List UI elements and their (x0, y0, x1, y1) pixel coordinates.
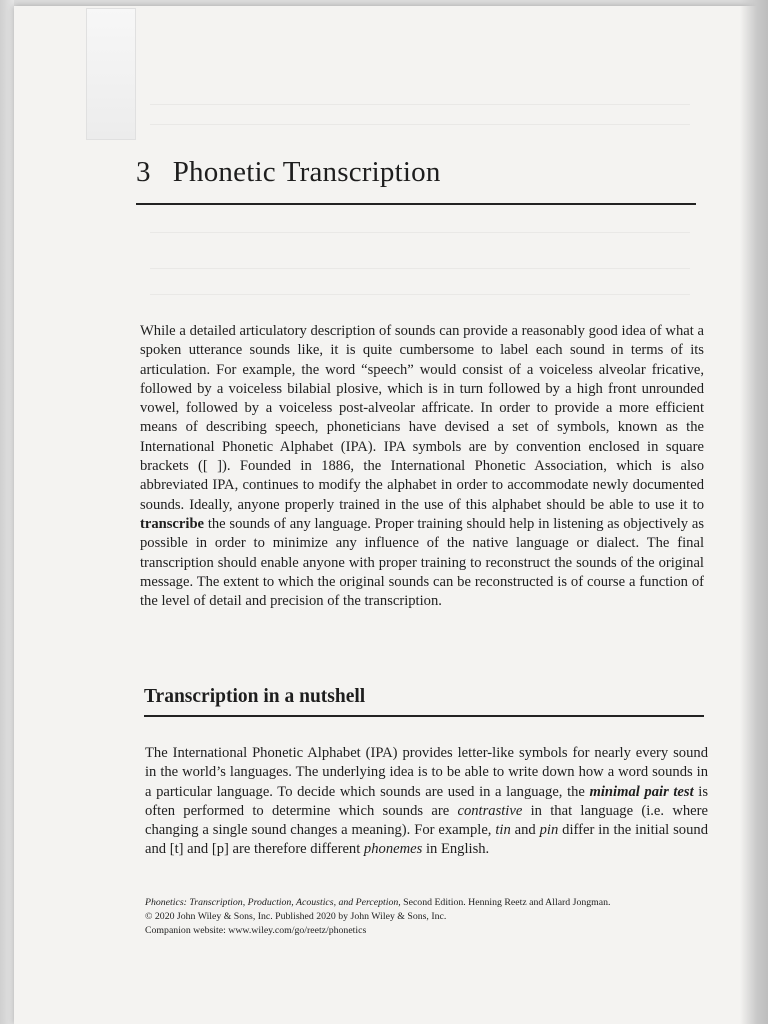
section-text: differ in the initial sound and [t] and [p] are therefore different (145, 822, 708, 858)
intro-term-transcribe: transcribe (140, 515, 205, 532)
chapter-title: Phonetic Transcription (172, 156, 441, 188)
section-text: in that language (i.e. where changing a single sound changes a meaning). For example, (145, 802, 708, 839)
chapter-rule (136, 203, 696, 205)
section-paragraph (145, 744, 708, 860)
bleed-through-line (150, 294, 690, 295)
intro-paragraph (140, 322, 704, 611)
edition-authors: , Second Edition. Henning Reetz and Allard Jongman. (398, 897, 611, 908)
footnote-line-3: Companion website: www.wiley.com/go/reetz/phonetics (145, 925, 367, 936)
section-rule (144, 715, 704, 717)
section-text: is often performed to determine which sounds are (145, 783, 709, 819)
section-text: in English. (422, 841, 490, 858)
scan-left-edge (0, 0, 14, 1024)
section-heading: Transcription in a nutshell (144, 686, 366, 707)
footnote-line-1 (145, 896, 715, 910)
footnote-line-2: © 2020 John Wiley & Sons, Inc. Published 2020 by John Wiley & Sons, Inc. (145, 911, 447, 922)
example-word-tin: tin (495, 822, 511, 839)
book-title: Phonetics: Transcription, Production, Acoustics, and Perception (145, 897, 399, 908)
term-contrastive: contrastive (457, 802, 523, 819)
bleed-through-line (150, 268, 690, 269)
page-gutter-shadow (740, 0, 768, 1024)
chapter-heading (136, 156, 696, 189)
bleed-through-line (150, 104, 690, 105)
scan-artifact (86, 8, 136, 140)
intro-text: the sounds of any language. Proper training should help in listening as objectively as possible in order to minimize any influence of the native language or dialect. The final transcription should enable anyone with proper training to reconstruct the sounds of the original message. The extent to which the original sounds can be reconstructed is of course a function of the level of detail and precision of the transcription. (140, 515, 704, 610)
section-text: The International Phonetic Alphabet (IPA) provides letter-like symbols for nearly every sound in the world’s languages. The underlying idea is to be able to write down how a word sounds in a particular language. To decide which sounds are used in a language, the (145, 745, 708, 800)
example-word-pin: pin (539, 822, 559, 839)
intro-text: While a detailed articulatory description of sounds can provide a reasonably good idea of what a spoken utterance sounds like, it is quite cumbersome to label each sound in terms of its articulation. For example, the word “speech” would consist of a voiceless alveolar fricative, followed by a voiceless bilabial plosive, which is in turn followed by a high front unrounded vowel, followed by a voiceless post-alveolar affricate. In order to provide a more efficient means of describing speech, phoneticians have devised a set of symbols, known as the International Phonetic Alphabet (IPA). IPA symbols are by convention enclosed in square brackets ([ ]). Founded in 1886, the International Phonetic Association, which is also abbreviated IPA, continues to modify the alphabet in order to accommodate newly documented sounds. Ideally, anyone properly trained in the use of this alphabet should be able to use it to (140, 323, 704, 513)
chapter-number: 3 (136, 156, 151, 188)
bleed-through-line (150, 124, 690, 125)
term-minimal-pair-test: minimal pair test (589, 783, 694, 800)
copyright-footnote (145, 896, 715, 938)
term-phonemes: phonemes (363, 841, 423, 858)
bleed-through-line (150, 232, 690, 233)
section-text: and (510, 822, 540, 839)
